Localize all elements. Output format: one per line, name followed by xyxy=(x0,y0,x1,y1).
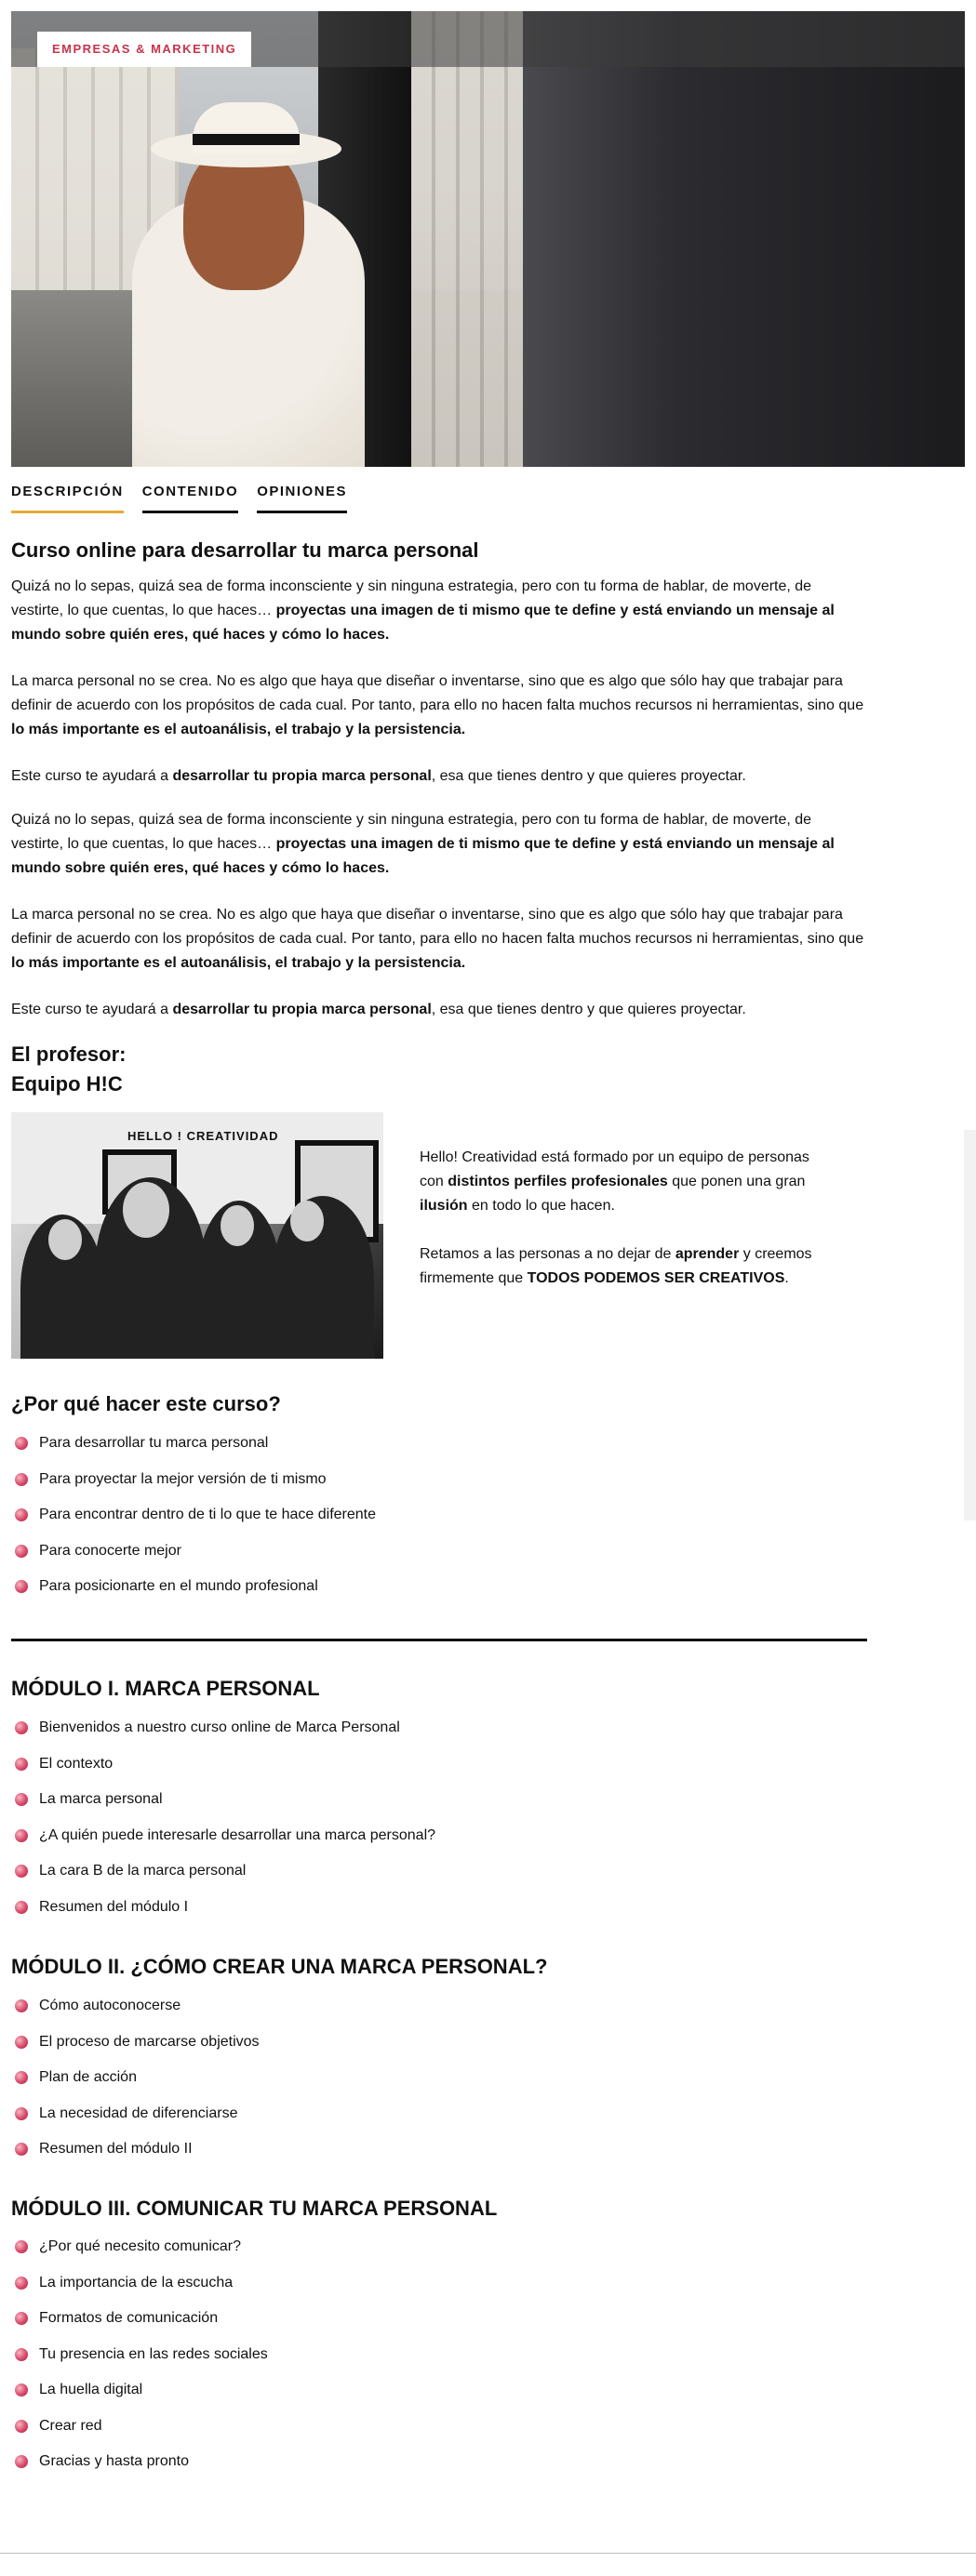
bullet-icon xyxy=(15,1829,28,1842)
module-lesson[interactable]: La huella digital xyxy=(11,2378,268,2414)
module-1-list xyxy=(11,1716,435,1931)
hero-image xyxy=(11,11,965,467)
module-lesson[interactable]: Crear red xyxy=(11,2414,268,2450)
bullet-icon xyxy=(15,2455,28,2468)
module-lesson[interactable]: Formatos de comunicación xyxy=(11,2306,268,2343)
module-2-list xyxy=(11,1994,260,2173)
module-lesson[interactable]: Bienvenidos a nuestro curso online de Marca Personal xyxy=(11,1716,435,1752)
bullet-icon xyxy=(15,2348,28,2361)
bullet-icon xyxy=(15,2036,28,2049)
photo-face xyxy=(48,1219,82,1260)
module-3-list xyxy=(11,2235,268,2486)
hero-dark-window xyxy=(523,11,965,467)
bullet-icon xyxy=(15,1580,28,1593)
hero-person-hat-crown xyxy=(193,102,300,153)
bullet-icon xyxy=(15,1793,28,1806)
module-lesson[interactable]: ¿A quién puede interesarle desarrollar una marca personal? xyxy=(11,1824,435,1860)
bullet-icon xyxy=(15,1508,28,1521)
module-lesson[interactable]: La necesidad de diferenciarse xyxy=(11,2102,260,2138)
bullet-icon xyxy=(15,1437,28,1450)
professor-description xyxy=(420,1146,820,1291)
professor-team-photo xyxy=(11,1112,383,1359)
module-lesson[interactable]: El proceso de marcarse objetivos xyxy=(11,2030,260,2066)
bullet-icon xyxy=(15,1721,28,1734)
module-lesson[interactable]: La importancia de la escucha xyxy=(11,2271,268,2307)
module-lesson[interactable]: Cómo autoconocerse xyxy=(11,1994,260,2030)
tab-contenido[interactable]: CONTENIDO xyxy=(142,484,239,513)
description-paragraph-1: Quizá no lo sepas, quizá sea de forma inconsciente y sin ninguna estrategia, pero con tu forma de hablar, de moverte, de vestirte, lo que cuentas, lo que haces… proyectas una imagen de ti mismo que te define y está enviando un mensaje al mundo sobre quién eres, qué haces y cómo lo haces. xyxy=(11,578,835,643)
scrollbar-track[interactable] xyxy=(964,1130,976,1520)
description-paragraph-6: Este curso te ayudará a desarrollar tu propia marca personal, esa que tienes dentro y que quieres proyectar. xyxy=(11,1002,746,1017)
list-item: Para encontrar dentro de ti lo que te hace diferente xyxy=(11,1503,376,1539)
module-lesson[interactable]: Plan de acción xyxy=(11,2065,260,2102)
description-paragraph-5: La marca personal no se crea. No es algo que haya que diseñar o inventarse, sino que es algo que sólo hay que trabajar para definir de acuerdo con los propósitos de cada cual. Por tanto, para ello no hacen falta muchos recursos ni herramientas, sino que lo más importante es el autoanálisis, el trabajo y la persistencia. xyxy=(11,907,864,971)
professor-name: Equipo H!C xyxy=(11,1072,123,1095)
bullet-icon xyxy=(15,2240,28,2253)
photo-sign-text: HELLO ! CREATIVIDAD xyxy=(127,1129,279,1143)
module-lesson[interactable]: La cara B de la marca personal xyxy=(11,1859,435,1895)
module-lesson[interactable]: Resumen del módulo I xyxy=(11,1895,435,1932)
professor-paragraph-2: Retamos a las personas a no dejar de aprender y creemos firmemente que TODOS PODEMOS SER CREATIVOS. xyxy=(420,1246,812,1286)
professor-paragraph-1: Hello! Creatividad está formado por un equipo de personas con distintos perfiles profesionales que ponen una gran ilusión en todo lo que hacen. xyxy=(420,1149,809,1214)
course-tabs xyxy=(11,484,347,513)
professor-label: El profesor: xyxy=(11,1042,127,1066)
bullet-icon xyxy=(15,1865,28,1878)
module-1-title: MÓDULO I. MARCA PERSONAL xyxy=(11,1677,320,1700)
bullet-icon xyxy=(15,2420,28,2433)
course-title: Curso online para desarrollar tu marca personal xyxy=(11,538,479,562)
bullet-icon xyxy=(15,1999,28,2012)
bullet-icon xyxy=(15,1473,28,1486)
module-lesson[interactable]: La marca personal xyxy=(11,1787,435,1824)
bullet-icon xyxy=(15,2143,28,2156)
description-paragraph-4: Quizá no lo sepas, quizá sea de forma inconsciente y sin ninguna estrategia, pero con tu forma de hablar, de moverte, de vestirte, lo que cuentas, lo que haces… proyectas una imagen de ti mismo que te define y está enviando un mensaje al mundo sobre quién eres, qué haces y cómo lo haces. xyxy=(11,812,835,876)
description-paragraph-3: Este curso te ayudará a desarrollar tu propia marca personal, esa que tienes dentro y que quieres proyectar. xyxy=(11,768,746,784)
module-lesson[interactable]: Tu presencia en las redes sociales xyxy=(11,2343,268,2379)
category-badge[interactable]: EMPRESAS & MARKETING xyxy=(37,32,251,67)
professor-heading xyxy=(11,1040,126,1099)
photo-face xyxy=(221,1205,254,1246)
module-lesson[interactable]: Gracias y hasta pronto xyxy=(11,2450,268,2486)
footer-divider xyxy=(0,2553,976,2554)
module-lesson[interactable]: ¿Por qué necesito comunicar? xyxy=(11,2235,268,2271)
bullet-icon xyxy=(15,2107,28,2120)
photo-face xyxy=(290,1201,324,1242)
module-lesson[interactable]: Resumen del módulo II xyxy=(11,2137,260,2173)
module-2-title: MÓDULO II. ¿CÓMO CREAR UNA MARCA PERSONAL? xyxy=(11,1955,548,1978)
tab-descripcion[interactable]: DESCRIPCIÓN xyxy=(11,484,124,513)
bullet-icon xyxy=(15,2312,28,2325)
photo-face xyxy=(123,1182,169,1238)
bullet-icon xyxy=(15,1758,28,1771)
module-3-title: MÓDULO III. COMUNICAR TU MARCA PERSONAL xyxy=(11,2197,498,2220)
bullet-icon xyxy=(15,2071,28,2084)
bullet-icon xyxy=(15,2383,28,2397)
why-list xyxy=(11,1431,376,1611)
hero-person-hat-band xyxy=(193,134,300,145)
bullet-icon xyxy=(15,2277,28,2290)
list-item: Para posicionarte en el mundo profesional xyxy=(11,1574,376,1611)
bullet-icon xyxy=(15,1545,28,1558)
list-item: Para proyectar la mejor versión de ti mismo xyxy=(11,1467,376,1504)
why-heading: ¿Por qué hacer este curso? xyxy=(11,1392,281,1415)
module-lesson[interactable]: El contexto xyxy=(11,1752,435,1788)
list-item: Para conocerte mejor xyxy=(11,1539,376,1575)
description-paragraph-2: La marca personal no se crea. No es algo que haya que diseñar o inventarse, sino que es algo que sólo hay que trabajar para definir de acuerdo con los propósitos de cada cual. Por tanto, para ello no hacen falta muchos recursos ni herramientas, sino que lo más importante es el autoanálisis, el trabajo y la persistencia. xyxy=(11,673,864,737)
list-item: Para desarrollar tu marca personal xyxy=(11,1431,376,1467)
tab-opiniones[interactable]: OPINIONES xyxy=(257,484,347,513)
bullet-icon xyxy=(15,1901,28,1914)
hero-building-reflection xyxy=(411,11,523,467)
section-divider xyxy=(11,1639,867,1641)
